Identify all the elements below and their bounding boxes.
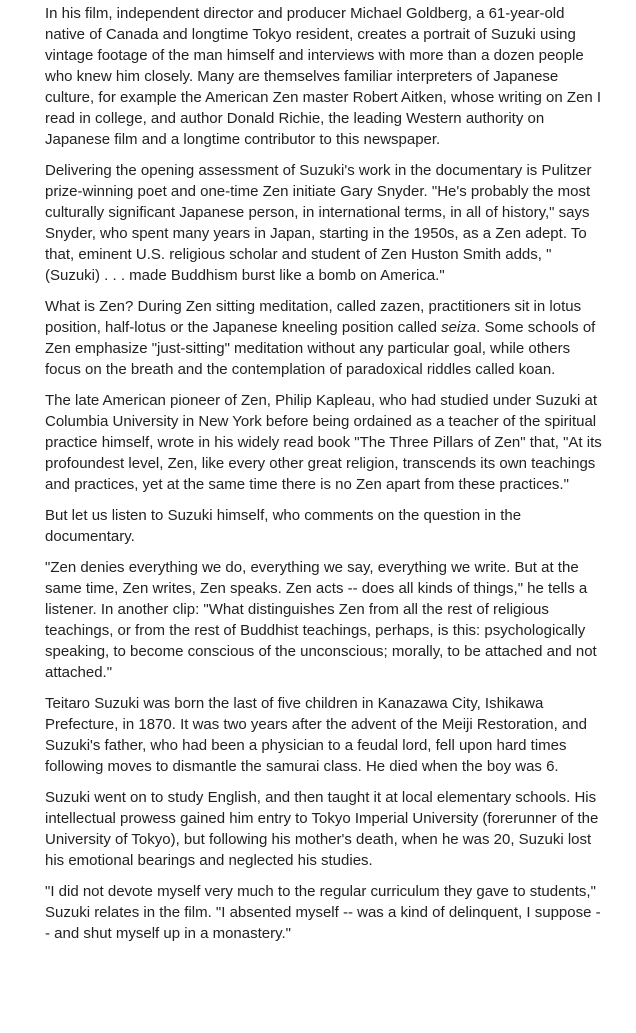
article-paragraph: The late American pioneer of Zen, Philip Kapleau, who had studied under Suzuki at Columbia University in New York before being ordained as a teacher of the spiritual practice himself, wrote in his widely read book "The Three Pillars of Zen" that, "At its profoundest level, Zen, like every other great religion, transcends its own teachings and practices, yet at the same time there is no Zen apart from these practices.": [45, 392, 602, 493]
article-paragraph: But let us listen to Suzuki himself, who comments on the question in the documentary.: [45, 507, 522, 545]
article-paragraph: "I did not devote myself very much to the regular curriculum they gave to students," Suzuki relates in the film. "I absented myself -- was a kind of delinquent, I suppose -- and shut myself up in a monastery.": [45, 883, 601, 942]
paragraph-text: What is Zen? During Zen sitting meditation, called zazen, practitioners sit in lotus position, half-lotus or the Japanese kneeling position called: [45, 298, 582, 336]
italic-term: seiza: [441, 319, 477, 336]
article-paragraph: In his film, independent director and producer Michael Goldberg, a 61-year-old native of Canada and longtime Tokyo resident, creates a portrait of Suzuki using vintage footage of the man himself and interviews with more than a dozen people who knew him closely. Many are themselves familiar interpreters of Japanese culture, for example the American Zen master Robert Aitken, whose writing on Zen I read in college, and author Donald Richie, the leading Western authority on Japanese film and a longtime contributor to this newspaper.: [45, 5, 602, 148]
article-paragraph: Delivering the opening assessment of Suzuki's work in the documentary is Pulitzer prize-winning poet and one-time Zen initiate Gary Snyder. "He's probably the most culturally significant Japanese person, in international terms, in all of history," says Snyder, who spent many years in Japan, starting in the 1950s, as a Zen adept. To that, eminent U.S. religious scholar and student of Zen Huston Smith adds, "(Suzuki) . . . made Buddhism burst like a bomb on America.": [45, 162, 592, 284]
paragraph-text: . Some schools of Zen emphasize "just-sitting" meditation without any particular goal, while others focus on the breath and the contemplation of paradoxical riddles called koan.: [45, 319, 596, 378]
article-paragraph: Suzuki went on to study English, and then taught it at local elementary schools. His intellectual prowess gained him entry to Tokyo Imperial University (forerunner of the University of Tokyo), but following his mother's death, when he was 20, Suzuki lost his emotional bearings and neglected his studies.: [45, 789, 599, 869]
article-paragraph: "Zen denies everything we do, everything we say, everything we write. But at the same time, Zen writes, Zen speaks. Zen acts -- does all kinds of things," he tells a listener. In another clip: "What distinguishes Zen from all the rest of religious teachings, or from the rest of Buddhist teachings, perhaps, is this: psychologically speaking, to become conscious of the unconscious; morally, to be attached and not attached.": [45, 559, 597, 681]
article-paragraph: [45, 296, 605, 380]
article-paragraph: Teitaro Suzuki was born the last of five children in Kanazawa City, Ishikawa Prefecture, in 1870. It was two years after the advent of the Meiji Restoration, and Suzuki's father, who had been a physician to a feudal lord, fell upon hard times following moves to dismantle the samurai class. He died when the boy was 6.: [45, 695, 587, 775]
article-body: [45, 3, 605, 954]
